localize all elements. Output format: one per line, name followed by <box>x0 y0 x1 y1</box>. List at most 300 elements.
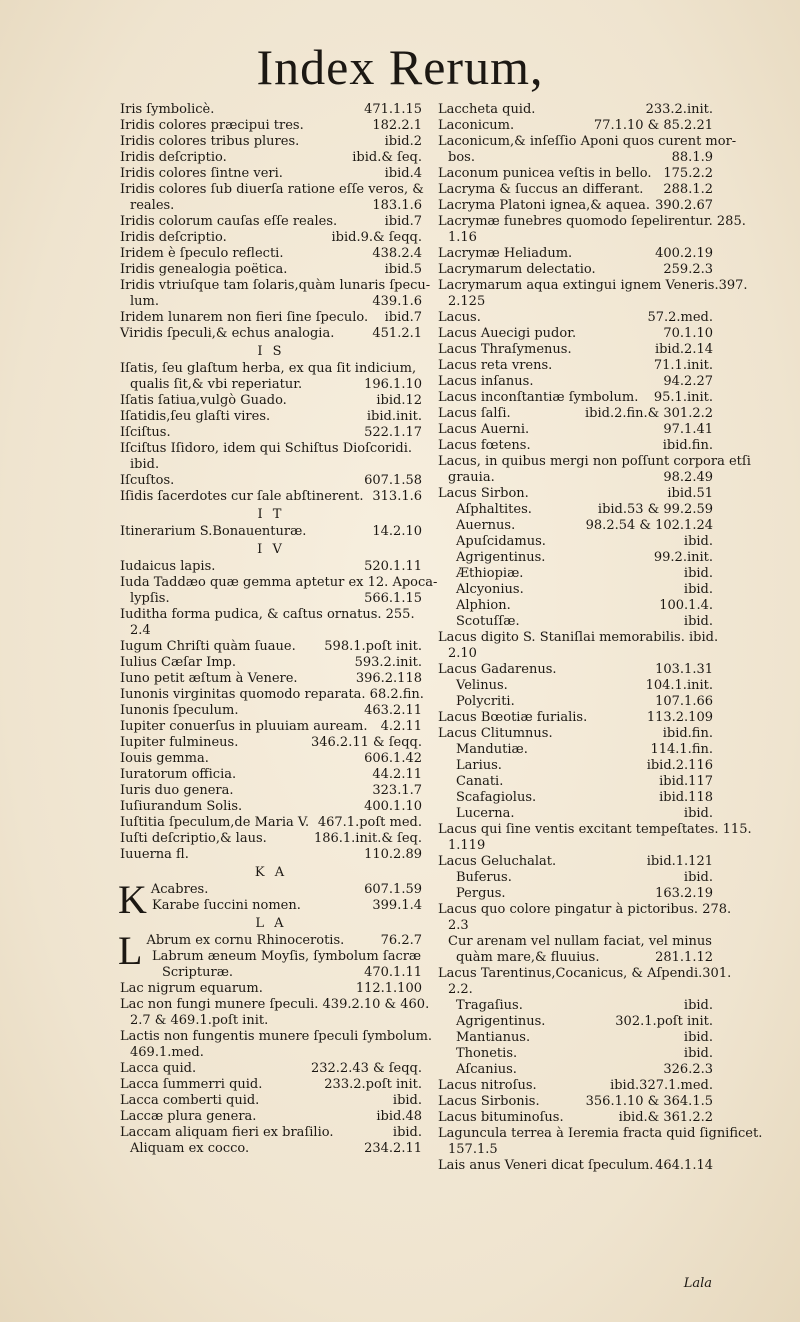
entry-reference: ibid.117 <box>659 774 713 789</box>
index-entry <box>120 1029 433 1045</box>
index-entry <box>120 102 422 118</box>
entry-text: Aliquam ex cocco. <box>130 1141 250 1156</box>
entry-reference: 313.1.6 <box>372 489 422 504</box>
index-entry <box>120 1061 422 1077</box>
index-entry <box>438 134 737 150</box>
entry-text: Iſatis ſatiua,vulgò Guado. <box>120 393 287 408</box>
entry-reference: ibid.327.1.med. <box>610 1078 713 1093</box>
entry-reference: ibid.fin. <box>662 726 713 741</box>
index-entry <box>120 262 422 278</box>
entry-reference: 94.2.27 <box>663 374 713 389</box>
entry-text: 2.3 <box>448 918 469 933</box>
entry-reference: ibid.2.14 <box>654 342 713 357</box>
index-entry <box>438 230 713 246</box>
index-entry <box>438 1046 713 1062</box>
entry-reference: 100.1.4. <box>659 598 713 613</box>
entry-reference: 98.2.54 & 102.1.24 <box>585 518 713 533</box>
entry-text: grauia. <box>448 470 495 485</box>
index-entry <box>120 898 422 914</box>
entry-reference: 114.1.fin. <box>650 742 713 757</box>
entry-text: Lacus inſanus. <box>438 374 534 389</box>
entry-reference: ibid. <box>392 1093 422 1108</box>
entry-text: Agrigentinus. <box>456 550 546 565</box>
entry-reference: 71.1.init. <box>653 358 713 373</box>
index-entry <box>120 361 422 377</box>
index-entry <box>120 198 422 214</box>
entry-text: 469.1.med. <box>130 1045 204 1060</box>
entry-text: Laccheta quid. <box>438 102 536 117</box>
index-entry <box>438 614 713 630</box>
entry-reference: 232.2.43 & ſeqq. <box>310 1061 422 1076</box>
entry-reference: 233.2.poſt init. <box>324 1077 422 1092</box>
entry-reference: ibid. <box>683 566 713 581</box>
entry-text: Viridis ſpeculi,& echus analogia. <box>120 326 335 341</box>
entry-text: Iſidis ſacerdotes cur ſale abſtinerent. <box>120 489 364 504</box>
section-heading: I T <box>257 507 285 522</box>
index-entry <box>120 655 422 671</box>
entry-reference: ibid. <box>683 614 713 629</box>
entry-text: Iridis vtriuſque tam ſolaris,quàm lunaris ſpecu- <box>120 278 431 293</box>
entry-reference: ibid. <box>392 1125 422 1140</box>
index-entry <box>438 470 713 486</box>
entry-text: Thonetis. <box>456 1046 518 1061</box>
entry-reference: ibid.5 <box>384 262 422 277</box>
entry-text: Polycriti. <box>456 694 515 709</box>
entry-text: Laccam aliquam fieri ex braſilio. <box>120 1125 334 1140</box>
entry-text: Iupiter fulmineus. <box>120 735 239 750</box>
index-entry <box>438 166 713 182</box>
entry-text: lypſis. <box>130 591 170 606</box>
index-entry <box>438 198 713 214</box>
entry-text: 2.4 <box>130 623 151 638</box>
index-entry <box>120 1109 422 1125</box>
index-entry <box>120 118 422 134</box>
entry-reference: 400.2.19 <box>655 246 713 261</box>
entry-text: Auernus. <box>456 518 516 533</box>
entry-text: ibid. <box>130 457 160 472</box>
catchword: Lala <box>683 1276 712 1291</box>
entry-text: Lacus Clitumnus. <box>438 726 553 741</box>
entry-reference: 76.2.7 <box>380 933 422 948</box>
entry-reference: 103.1.31 <box>655 662 713 677</box>
entry-reference: ibid. <box>683 1030 713 1045</box>
entry-reference: 70.1.10 <box>663 326 713 341</box>
index-entry <box>438 310 713 326</box>
entry-reference: 520.1.11 <box>364 559 422 574</box>
index-entry <box>120 687 422 703</box>
entry-text: Iuratorum officia. <box>120 767 237 782</box>
index-entry <box>438 486 713 502</box>
entry-text: Iuſti deſcriptio,& laus. <box>120 831 267 846</box>
entry-text: Lacca quid. <box>120 1061 197 1076</box>
index-entry <box>438 374 713 390</box>
entry-reference: ibid. <box>683 1046 713 1061</box>
index-entry <box>120 134 422 150</box>
entry-reference: 356.1.10 & 364.1.5 <box>585 1094 713 1109</box>
entry-text: Lacus quo colore pingatur à pictoribus. 278. <box>438 902 732 917</box>
index-entry <box>120 473 422 489</box>
index-entry <box>120 831 422 847</box>
entry-text: Lacrymarum delectatio. <box>438 262 596 277</box>
entry-reference: 302.1.poſt init. <box>615 1014 713 1029</box>
entry-text: Aſcanius. <box>456 1062 517 1077</box>
entry-text: Lacus Auerni. <box>438 422 530 437</box>
entry-reference: 259.2.3 <box>663 262 713 277</box>
right-column <box>438 102 763 1174</box>
entry-text: Lacus Tarentinus,Cocanicus, & Aſpendi.301. <box>438 966 732 981</box>
entry-text: Iris ſymbolicè. <box>120 102 215 117</box>
entry-reference: 438.2.4 <box>372 246 422 261</box>
entry-reference: ibid.2 <box>384 134 422 149</box>
entry-text: Iridis genealogia poëtica. <box>120 262 288 277</box>
entry-text: Lacus Geluchalat. <box>438 854 557 869</box>
entry-text: Lacus Bœotiæ furialis. <box>438 710 588 725</box>
index-entry <box>438 758 713 774</box>
index-entry <box>438 214 746 230</box>
entry-text: Abrum ex cornu Rhinocerotis. <box>146 933 345 948</box>
entry-reference: 400.1.10 <box>364 799 422 814</box>
entry-text: lum. <box>130 294 159 309</box>
entry-text: Iuno petit æſtum à Venere. <box>120 671 298 686</box>
entry-reference: 396.2.118 <box>355 671 422 686</box>
entry-reference: 14.2.10 <box>372 524 422 539</box>
index-entry <box>438 710 713 726</box>
entry-reference: 112.1.100 <box>355 981 422 996</box>
index-entry <box>438 598 713 614</box>
entry-reference: 233.2.init. <box>645 102 713 117</box>
index-entry <box>120 1077 422 1093</box>
entry-text: Scotuſſæ. <box>456 614 520 629</box>
entry-reference: ibid.init. <box>366 409 422 424</box>
entry-reference: 467.1.poſt med. <box>317 815 422 830</box>
entry-text: Lacca comberti quid. <box>120 1093 260 1108</box>
entry-reference: ibid.118 <box>659 790 713 805</box>
entry-text: Lacus digito S. Staniſlai memorabilis. ibid. <box>438 630 719 645</box>
index-entry <box>120 799 422 815</box>
index-entry <box>438 150 713 166</box>
index-entry <box>438 646 713 662</box>
entry-text: Canati. <box>456 774 504 789</box>
entry-text: Tragaſius. <box>456 998 523 1013</box>
entry-text: 2.125 <box>448 294 486 309</box>
index-entry <box>120 1013 422 1029</box>
index-entry <box>438 438 713 454</box>
entry-reference: ibid.9.& ſeqq. <box>331 230 422 245</box>
entry-reference: 99.2.init. <box>653 550 713 565</box>
entry-text: Iunonis ſpeculum. <box>120 703 239 718</box>
entry-reference: 288.1.2 <box>663 182 713 197</box>
entry-text: Iuda Taddæo quæ gemma aptetur ex 12. Apoca- <box>120 575 438 590</box>
entry-reference: ibid.53 & 99.2.59 <box>597 502 713 517</box>
entry-text: Lacus inconſtantiæ ſymbolum. <box>438 390 639 405</box>
entry-text: Iridis deſcriptio. <box>120 150 227 165</box>
index-entry <box>120 166 422 182</box>
entry-reference: 323.1.7 <box>372 783 422 798</box>
entry-text: Apuſcidamus. <box>456 534 546 549</box>
index-entry <box>438 742 713 758</box>
index-entry <box>438 390 713 406</box>
entry-reference: ibid. <box>683 582 713 597</box>
entry-text: quàm mare,& fluuius. <box>456 950 600 965</box>
entry-text: Pergus. <box>456 886 506 901</box>
index-entry <box>120 623 422 639</box>
entry-text: Agrigentinus. <box>456 1014 546 1029</box>
entry-reference: 607.1.58 <box>364 473 422 488</box>
entry-text: Lacryma & ſuccus an differant. <box>438 182 644 197</box>
entry-text: Lacus qui ſine ventis excitant tempeſtates. 115. <box>438 822 752 837</box>
entry-reference: 470.1.11 <box>364 965 422 980</box>
index-entry <box>120 246 422 262</box>
index-entry <box>438 838 713 854</box>
index-entry <box>438 518 713 534</box>
entry-text: 1.16 <box>448 230 477 245</box>
entry-reference: 566.1.15 <box>364 591 422 606</box>
entry-text: 1.119 <box>448 838 486 853</box>
entry-text: Lacryma Platoni ignea,& aquea. <box>438 198 650 213</box>
index-entry <box>438 630 719 646</box>
entry-reference: 598.1.poſt init. <box>324 639 422 654</box>
entry-reference: 104.1.init. <box>645 678 713 693</box>
index-entry <box>438 1142 713 1158</box>
entry-reference: 463.2.11 <box>364 703 422 718</box>
index-entry <box>438 902 732 918</box>
index-entry <box>438 662 713 678</box>
entry-text: 2.10 <box>448 646 477 661</box>
entry-text: Lacrymarum aqua extingui ignem Veneris.397. <box>438 278 748 293</box>
entry-text: Lais anus Veneri dicat ſpeculum. <box>438 1158 654 1173</box>
index-entry <box>120 278 431 294</box>
entry-text: Cur arenam vel nullam faciat, vel minus <box>448 934 712 949</box>
entry-reference: 607.1.59 <box>364 882 422 897</box>
index-entry <box>438 326 713 342</box>
index-entry <box>120 1045 422 1061</box>
index-entry <box>438 1158 713 1174</box>
section-heading: K A <box>254 865 288 880</box>
entry-reference: 471.1.15 <box>364 102 422 117</box>
entry-reference: ibid.2.fin.& 301.2.2 <box>585 406 713 421</box>
index-entry <box>120 150 422 166</box>
index-entry <box>438 822 752 838</box>
entry-text: Lacus nitroſus. <box>438 1078 537 1093</box>
drop-capital: L <box>118 928 143 973</box>
index-entry <box>120 1125 422 1141</box>
index-entry <box>120 751 422 767</box>
index-entry <box>120 783 422 799</box>
entry-text: 157.1.5 <box>448 1142 498 1157</box>
entry-reference: 88.1.9 <box>671 150 713 165</box>
entry-reference: ibid.fin. <box>662 438 713 453</box>
index-entry <box>438 182 713 198</box>
entry-text: bos. <box>448 150 475 165</box>
index-entry <box>120 671 422 687</box>
entry-text: Iuſtitia ſpeculum,de Maria V. <box>120 815 310 830</box>
entry-text: Iſcuſtos. <box>120 473 175 488</box>
index-entry <box>438 918 713 934</box>
index-entry <box>438 358 713 374</box>
entry-text: Lacus bituminoſus. <box>438 1110 564 1125</box>
entry-text: Mandutiæ. <box>456 742 528 757</box>
entry-reference: 439.1.6 <box>372 294 422 309</box>
index-entry <box>438 582 713 598</box>
entry-reference: ibid. <box>683 806 713 821</box>
entry-text: Iuditha forma pudica, & caſtus ornatus. 255. <box>120 607 415 622</box>
index-entry <box>120 981 422 997</box>
entry-text: reales. <box>130 198 175 213</box>
index-entry <box>120 591 422 607</box>
index-entry <box>438 262 713 278</box>
entry-reference: 4.2.11 <box>380 719 422 734</box>
index-entry <box>438 694 713 710</box>
entry-text: Mantianus. <box>456 1030 531 1045</box>
index-entry <box>438 726 713 742</box>
entry-text: Buferus. <box>456 870 512 885</box>
entry-reference: 464.1.14 <box>655 1158 713 1173</box>
index-entry <box>120 230 422 246</box>
entry-text: Iſatidis,ſeu glaſti vires. <box>120 409 271 424</box>
index-entry <box>120 524 422 540</box>
index-entry <box>120 409 422 425</box>
entry-reference: 234.2.11 <box>364 1141 422 1156</box>
entry-reference: ibid.7 <box>384 214 422 229</box>
entry-text: Iuſiurandum Solis. <box>120 799 243 814</box>
entry-text: Scripturæ. <box>162 965 234 980</box>
index-entry <box>438 278 748 294</box>
index-entry <box>438 502 713 518</box>
entry-text: Iridem lunarem non fieri ſine ſpeculo. <box>120 310 369 325</box>
entry-text: Lacrymæ Heliadum. <box>438 246 573 261</box>
index-entry <box>120 457 422 473</box>
index-entry <box>438 1110 713 1126</box>
index-entry <box>438 934 713 950</box>
index-entry <box>438 1094 713 1110</box>
entry-reference: ibid.51 <box>667 486 713 501</box>
index-entry <box>120 639 422 655</box>
index-entry <box>438 118 713 134</box>
section-heading: I V <box>257 542 285 557</box>
entry-text: Karabe ſuccini nomen. <box>152 898 301 913</box>
index-entry <box>120 377 422 393</box>
entry-text: Laconicum,& inſeſſio Aponi quos curent mor- <box>438 134 737 149</box>
entry-text: Lacus Thraſymenus. <box>438 342 572 357</box>
index-entry <box>120 607 422 623</box>
entry-text: Labrum æneum Moyſis, ſymbolum ſacræ <box>152 949 422 964</box>
entry-text: Æthiopiæ. <box>456 566 524 581</box>
index-entry <box>438 1062 713 1078</box>
index-entry <box>438 854 713 870</box>
entry-text: Iupiter conuerſus in pluuiam auream. <box>120 719 368 734</box>
index-entry <box>120 703 422 719</box>
entry-text: Iſciſtus Iſidoro, idem qui Schiſtus Dioſcoridi. <box>120 441 413 456</box>
entry-reference: ibid.7 <box>384 310 422 325</box>
entry-reference: ibid.12 <box>376 393 422 408</box>
entry-text: Alphion. <box>456 598 511 613</box>
entry-text: Lacus Gadarenus. <box>438 662 557 677</box>
index-entry <box>120 310 422 326</box>
index-entry <box>120 425 422 441</box>
index-entry <box>438 454 751 470</box>
entry-text: Iridem è ſpeculo reflecti. <box>120 246 284 261</box>
entry-reference: 97.1.41 <box>663 422 713 437</box>
entry-text: Iridis colores præcipui tres. <box>120 118 304 133</box>
index-entry <box>438 870 713 886</box>
entry-text: Scafagiolus. <box>456 790 537 805</box>
entry-reference: ibid. <box>683 870 713 885</box>
index-entry <box>438 534 713 550</box>
entry-text: Iſatis, ſeu glaſtum herba, ex qua ſit indicium, <box>120 361 417 376</box>
entry-reference: 451.2.1 <box>372 326 422 341</box>
index-entry <box>120 294 422 310</box>
index-entry <box>120 847 422 863</box>
entry-reference: 606.1.42 <box>364 751 422 766</box>
index-entry <box>438 886 713 902</box>
index-entry <box>120 1141 422 1157</box>
entry-text: Iuuerna fl. <box>120 847 189 862</box>
entry-text: 2.2. <box>448 982 473 997</box>
entry-text: Lacus Sirbonis. <box>438 1094 540 1109</box>
entry-reference: 107.1.66 <box>655 694 713 709</box>
entry-text: Laconicum. <box>438 118 515 133</box>
entry-text: Iridis colores ſub diuerſa ratione eſſe veros, & <box>120 182 424 197</box>
index-entry <box>438 1126 763 1142</box>
entry-reference: 44.2.11 <box>372 767 422 782</box>
index-entry <box>120 182 422 198</box>
index-entry <box>438 246 713 262</box>
index-entry <box>438 550 713 566</box>
entry-reference: 346.2.11 & ſeqq. <box>310 735 422 750</box>
index-entry <box>438 406 713 422</box>
index-entry <box>120 767 422 783</box>
entry-reference: 182.2.1 <box>372 118 422 133</box>
index-entry <box>120 393 422 409</box>
entry-reference: ibid.48 <box>376 1109 422 1124</box>
entry-reference: 57.2.med. <box>647 310 713 325</box>
entry-reference: 163.2.19 <box>655 886 713 901</box>
index-entry <box>438 1014 713 1030</box>
entry-text: Lacus, in quibus mergi non poſſunt corpora etſi <box>438 454 751 469</box>
entry-text: Iouis gemma. <box>120 751 209 766</box>
entry-reference: 183.1.6 <box>372 198 422 213</box>
entry-text: Iuris duo genera. <box>120 783 234 798</box>
section-heading: L A <box>255 916 287 931</box>
entry-text: Iudaicus lapis. <box>120 559 216 574</box>
entry-text: Lacus reta vrens. <box>438 358 553 373</box>
entry-reference: 399.1.4 <box>372 898 422 913</box>
index-entry <box>120 1093 422 1109</box>
entry-text: Lacus. <box>438 310 481 325</box>
entry-text: Lacus Sirbon. <box>438 486 529 501</box>
entry-reference: ibid.1.121 <box>646 854 713 869</box>
index-entry <box>438 102 713 118</box>
entry-reference: ibid.& 361.2.2 <box>618 1110 713 1125</box>
entry-text: Iulius Cæſar Imp. <box>120 655 236 670</box>
entry-text: Iugum Chriſti quàm ſuaue. <box>120 639 296 654</box>
entry-text: Lac non fungi munere ſpeculi. 439.2.10 & 460. <box>120 997 430 1012</box>
index-entry <box>438 294 713 310</box>
drop-capital: K <box>118 877 147 922</box>
entry-reference: ibid.4 <box>384 166 422 181</box>
index-entry <box>438 774 713 790</box>
index-entry <box>120 326 422 342</box>
entry-text: Iridis colores tribus plures. <box>120 134 300 149</box>
entry-text: qualis ſit,& vbi reperiatur. <box>130 377 303 392</box>
entry-reference: 593.2.init. <box>354 655 422 670</box>
entry-reference: 110.2.89 <box>364 847 422 862</box>
entry-text: Acabres. <box>150 882 209 897</box>
entry-text: Iridis deſcriptio. <box>120 230 227 245</box>
entry-text: Lacca ſummerri quid. <box>120 1077 263 1092</box>
entry-reference: 77.1.10 & 85.2.21 <box>593 118 713 133</box>
entry-reference: ibid.& ſeq. <box>352 150 422 165</box>
